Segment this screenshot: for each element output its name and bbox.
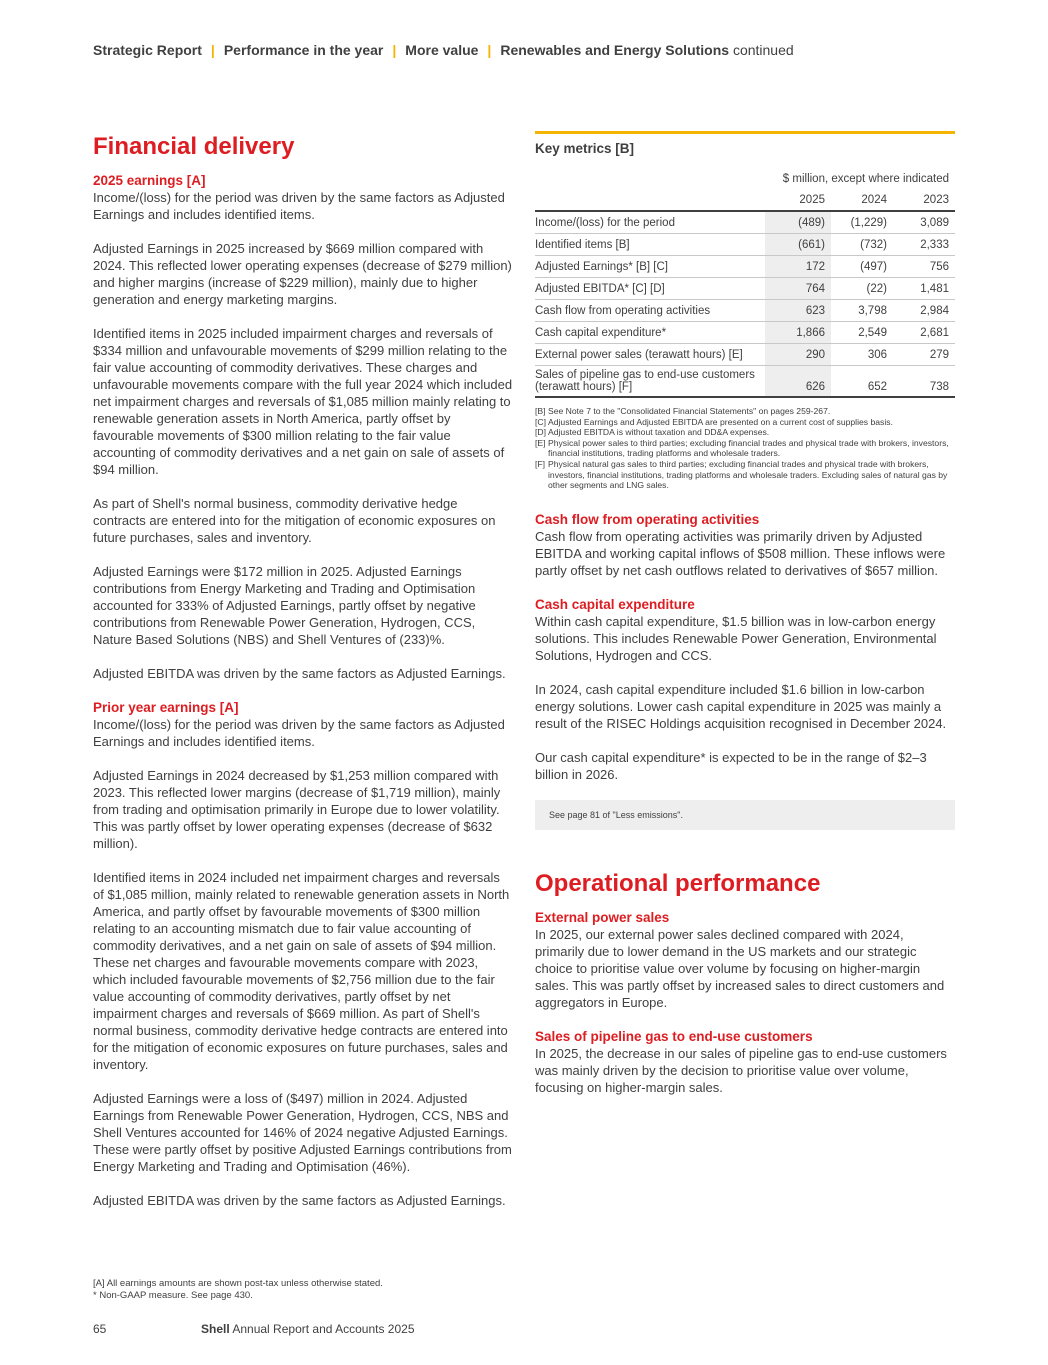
- footnote: [F] Physical natural gas sales to third parties; excluding financial trades and physical trade with brokers, investors, financial institutions, trading platforms and wholesale traders. Excluding sales of natural gas by other segments and LNG sales.: [535, 458, 948, 491]
- breadcrumb-item-performance[interactable]: Performance in the year: [223, 42, 384, 58]
- table-row: [535, 344, 955, 366]
- cell-2025: 626: [765, 366, 831, 398]
- cell-2024: 2,549: [831, 322, 893, 344]
- cell-2023: 738: [893, 366, 955, 398]
- financial-delivery-title: Financial delivery: [93, 133, 295, 160]
- paragraph: In 2024, cash capital expenditure included $1.6 billion in low-carbon energy solutions. Lower cash capital expenditure in 2025 was mainly a result of the RISEC Holdings acquisition recognised in December 2024.: [535, 681, 947, 731]
- footnote: * Non-GAAP measure. See page 430.: [93, 1290, 253, 1301]
- breadcrumb-separator: |: [210, 42, 215, 58]
- cell-2025: 623: [765, 300, 831, 322]
- page-number: 65: [93, 1322, 107, 1336]
- paragraph: As part of Shell's normal business, commodity derivative hedge contracts are entered into for the mitigation of economic exposures on future purchases, sales and inventory.: [93, 495, 496, 545]
- cell-2023: 2,333: [893, 234, 955, 256]
- page-footer: [93, 1322, 415, 1336]
- cell-2023: 1,481: [893, 278, 955, 300]
- paragraph: Adjusted Earnings were a loss of ($497) million in 2024. Adjusted Earnings from Renewable Power Generation, Hydrogen, CCS, NBS and Shell Ventures accounted for 146% of 2024 negative Adjusted Earnings. These were partly offset by positive Adjusted Earnings contributions from Energy Marketing and Trading and Optimisation (46%).: [93, 1090, 512, 1174]
- row-label: External power sales (terawatt hours) [E]: [535, 344, 765, 366]
- footnote: [B] See Note 7 to the "Consolidated Financial Statements" on pages 259-267.: [535, 406, 831, 416]
- table-footnotes: [535, 406, 955, 491]
- footnote: [E] Physical power sales to third parties; excluding financial trades and physical trade with brokers, investors, financial institutions, trading platforms and wholesale traders.: [535, 437, 949, 459]
- cell-2024: 306: [831, 344, 893, 366]
- paragraph: Adjusted EBITDA was driven by the same factors as Adjusted Earnings.: [93, 665, 506, 681]
- brand-name: Shell: [201, 1322, 230, 1336]
- cell-2024: (22): [831, 278, 893, 300]
- footnote: [D] Adjusted EBITDA is without taxation and DD&A expenses.: [535, 427, 770, 438]
- key-metrics-title: Key metrics [B]: [535, 141, 635, 156]
- cell-2023: 3,089: [893, 211, 955, 234]
- paragraph: Cash flow from operating activities was primarily driven by Adjusted EBITDA and working capital inflows of $508 million. These inflows were partly offset by net cash outflows related to derivatives of $657 million.: [535, 528, 946, 578]
- right-column: [535, 131, 955, 1113]
- year-header-row: [535, 189, 955, 211]
- row-label: Identified items [B]: [535, 234, 765, 256]
- paragraph: In 2025, our external power sales declined compared with 2024, primarily due to lower demand in the US markets and our strategic choice to prioritise value over volume by focusing on higher-margin sales. This was partly offset by increased sales to direct customers and aggregators in Europe.: [535, 926, 945, 1010]
- breadcrumb-suffix: continued: [732, 42, 794, 58]
- year-header: 2025: [765, 189, 831, 211]
- year-header: 2023: [893, 189, 955, 211]
- table-row: [535, 300, 955, 322]
- breadcrumb-item-renewables[interactable]: Renewables and Energy Solutions: [500, 42, 730, 58]
- operational-performance-title: Operational performance: [535, 869, 821, 897]
- cell-2024: (732): [831, 234, 893, 256]
- cell-2024: (1,229): [831, 211, 893, 234]
- breadcrumb-item-strategic-report[interactable]: Strategic Report: [93, 42, 202, 58]
- row-label: [535, 366, 765, 398]
- earnings-2025-heading: 2025 earnings [A]: [93, 172, 206, 188]
- table-row: [535, 278, 955, 300]
- row-label-line: (terawatt hours) [F]: [535, 381, 633, 393]
- paragraph: Adjusted EBITDA was driven by the same factors as Adjusted Earnings.: [93, 1192, 506, 1208]
- cell-2025: 764: [765, 278, 831, 300]
- cell-2023: 756: [893, 256, 955, 278]
- year-header: 2024: [831, 189, 893, 211]
- cell-2023: 2,681: [893, 322, 955, 344]
- key-metrics-panel: [535, 131, 955, 491]
- paragraph: Adjusted Earnings in 2024 decreased by $1,253 million compared with 2023. This reflected lower margins (decrease of $1,719 million), mainly from trading and optimisation primarily in Europe due to lower volatility. This was partly offset by lower operating expenses (decrease of $632 million).: [93, 767, 501, 851]
- footnote: [C] Adjusted Earnings and Adjusted EBITDA are presented on a current cost of supplies basis.: [535, 416, 893, 427]
- breadcrumb-separator: |: [392, 42, 397, 58]
- cell-2025: (489): [765, 211, 831, 234]
- table-row: [535, 322, 955, 344]
- paragraph: Our cash capital expenditure* is expected to be in the range of $2–3 billion in 2026.: [535, 749, 927, 782]
- pipeline-gas-heading: Sales of pipeline gas to end-use customers: [535, 1028, 813, 1044]
- paragraph: Identified items in 2025 included impairment charges and reversals of $334 million and unfavourable movements of $299 million relating to the fair value accounting of commodity derivatives. These charges and unfavourable movements compare with the full year 2024 which included net impairment charges and reversals of $1,085 million mainly relating to renewable generation assets in North America, partly offset by favourable movements of $300 million relating to the fair value accounting of commodity derivatives and a net gain on sale of assets of $94 million.: [93, 325, 513, 477]
- row-label: Adjusted EBITDA* [C] [D]: [535, 278, 765, 300]
- left-column: [93, 133, 513, 1226]
- table-row: [535, 256, 955, 278]
- row-label: Income/(loss) for the period: [535, 211, 765, 234]
- paragraph: Adjusted Earnings in 2025 increased by $669 million compared with 2024. This reflected lower operating expenses (decrease of $279 million) and higher margins (increase of $229 million), mainly due to higher generation and energy marketing margins.: [93, 240, 512, 307]
- power-sales-heading: External power sales: [535, 909, 670, 925]
- cell-2025: 1,866: [765, 322, 831, 344]
- row-label: Cash flow from operating activities: [535, 300, 765, 322]
- capex-heading: Cash capital expenditure: [535, 596, 695, 612]
- row-label: Cash capital expenditure*: [535, 322, 765, 344]
- breadcrumb-separator: |: [487, 42, 492, 58]
- paragraph: Income/(loss) for the period was driven by the same factors as Adjusted Earnings and includes identified items.: [93, 716, 505, 749]
- unit-note: $ million, except where indicated: [782, 172, 949, 185]
- cell-2023: 2,984: [893, 300, 955, 322]
- cell-2025: 172: [765, 256, 831, 278]
- paragraph: In 2025, the decrease in our sales of pipeline gas to end-use customers was mainly driven by the decision to prioritise value over volume, focusing on higher-margin sales.: [535, 1045, 947, 1095]
- cell-2023: 279: [893, 344, 955, 366]
- table-row: [535, 234, 955, 256]
- table-row: [535, 211, 955, 234]
- footnote: [A] All earnings amounts are shown post-tax unless otherwise stated.: [93, 1278, 383, 1289]
- table-row: [535, 366, 955, 398]
- breadcrumb: [93, 42, 794, 58]
- prior-year-heading: Prior year earnings [A]: [93, 699, 239, 715]
- paragraph: Adjusted Earnings were $172 million in 2025. Adjusted Earnings contributions from Energy Marketing and Trading and Optimisation accounted for 333% of Adjusted Earnings, partly offset by negative contributions from Renewable Power Generation, Hydrogen, CCS, Nature Based Solutions (NBS) and Shell Ventures of (233)%.: [93, 563, 476, 647]
- paragraph: Within cash capital expenditure, $1.5 billion was in low-carbon energy solutions. This includes Renewable Power Generation, Environmental Solutions, Hydrogen and CCS.: [535, 613, 937, 663]
- paragraph: Identified items in 2024 included net impairment charges and reversals of $1,085 million, mainly related to renewable generation assets in North America, and partly offset by favourable movements of $300 million relating to an accounting mismatch due to fair value accounting of commodity derivatives, and a net gain on sale of assets of $94 million. These net charges and favourable movements compare with 2023, which included favourable movements of $2,756 million due to the fair value accounting of commodity derivatives, partly offset by net impairment charges and reversals of $669 million. As part of Shell's normal business, commodity derivative hedge contracts are entered into for the mitigation of economic exposures on future purchases, sales and inventory.: [93, 869, 510, 1072]
- row-label: Adjusted Earnings* [B] [C]: [535, 256, 765, 278]
- cell-2024: 3,798: [831, 300, 893, 322]
- cell-2024: 652: [831, 366, 893, 398]
- cell-2024: (497): [831, 256, 893, 278]
- paragraph: Income/(loss) for the period was driven by the same factors as Adjusted Earnings and includes identified items.: [93, 189, 505, 222]
- publication-title: Annual Report and Accounts 2025: [232, 1322, 415, 1336]
- key-metrics-table: [535, 168, 955, 398]
- cross-reference-note[interactable]: See page 81 of "Less emissions".: [535, 800, 955, 830]
- cell-2025: 290: [765, 344, 831, 366]
- row-label-line: Sales of pipeline gas to end-use customers: [535, 369, 755, 381]
- page-footnotes: [93, 1278, 383, 1302]
- cell-2025: (661): [765, 234, 831, 256]
- breadcrumb-item-more-value[interactable]: More value: [405, 42, 479, 58]
- unit-note-row: [535, 168, 955, 189]
- cash-flow-heading: Cash flow from operating activities: [535, 511, 760, 527]
